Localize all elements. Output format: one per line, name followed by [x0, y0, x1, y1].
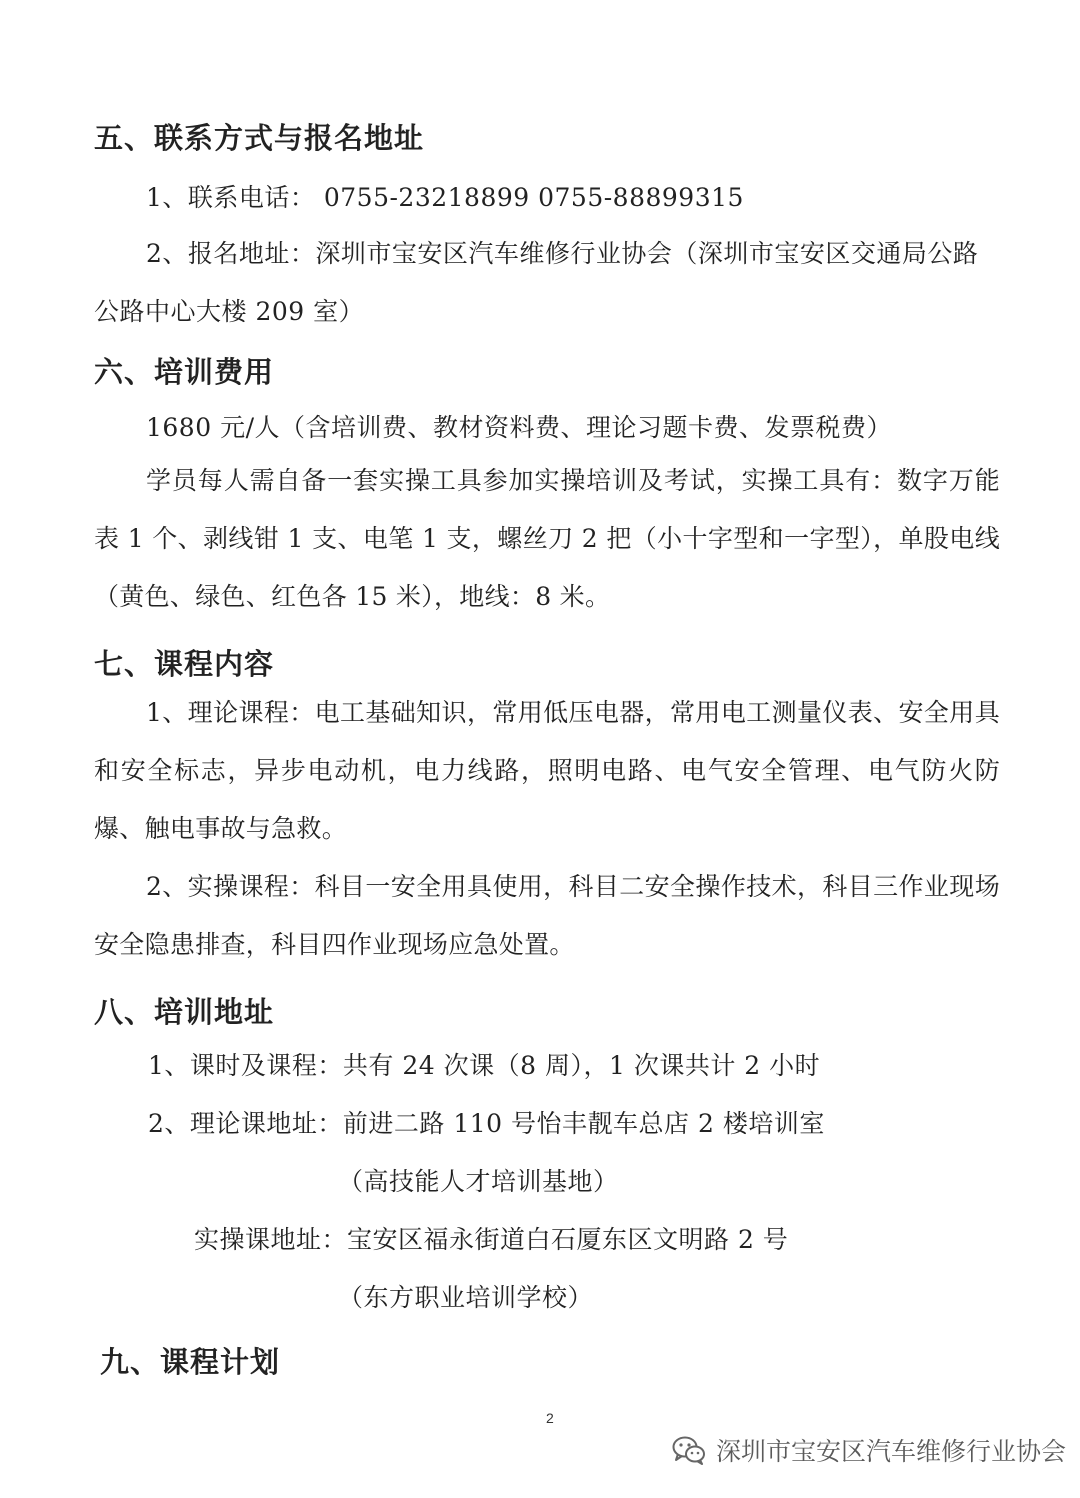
- theory-course-description: 1、理论课程：电工基础知识，常用低压电器，常用电工测量仪表、安全用具和安全标志，异步电动机，电力线路，照明电路、电气安全管理、电气防火防爆、触电事故与急救。: [94, 698, 1000, 843]
- section-heading-course-plan: 九、课程计划: [100, 1345, 281, 1379]
- contact-phone: 1、联系电话： 0755-23218899 0755-88899315: [146, 183, 744, 212]
- page-number: 2: [546, 1410, 554, 1426]
- tools-requirement: 学员每人需自备一套实操工具参加实操培训及考试，实操工具有：数字万能表 1 个、剥线钳 1 支、电笔 1 支，螺丝刀 2 把（小十字型和一字型），单股电线（黄色、绿色、红色各 15 米），地线：8 米。: [94, 466, 1000, 611]
- section-heading-course-content: 七、课程内容: [94, 647, 275, 681]
- practical-course-description: 2、实操课程：科目一安全用具使用，科目二安全操作技术，科目三作业现场安全隐患排查，科目四作业现场应急处置。: [94, 872, 1000, 959]
- practical-class-address-note: （东方职业培训学校）: [338, 1283, 594, 1312]
- registration-address-line2: 公路中心大楼 209 室）: [94, 297, 365, 326]
- theory-class-address-note: （高技能人才培训基地）: [338, 1167, 619, 1196]
- fee-amount: 1680 元/人（含培训费、教材资料费、理论习题卡费、发票税费）: [146, 413, 892, 442]
- section-heading-contact: 五、联系方式与报名地址: [94, 121, 425, 155]
- watermark-text: 深圳市宝安区汽车维修行业协会: [715, 1437, 1066, 1466]
- wechat-watermark: [672, 1428, 1066, 1472]
- registration-address-line1: 2、报名地址：深圳市宝安区汽车维修行业协会（深圳市宝安区交通局公路: [146, 239, 979, 268]
- section-heading-training-address: 八、培训地址: [94, 995, 275, 1029]
- theory-class-address: 2、理论课地址：前进二路 110 号怡丰靓车总店 2 楼培训室: [148, 1109, 825, 1138]
- practical-class-address: 实操课地址：宝安区福永街道白石厦东区文明路 2 号: [194, 1225, 789, 1254]
- course-hours: 1、课时及课程：共有 24 次课（8 周），1 次课共计 2 小时: [148, 1051, 821, 1080]
- wechat-icon: [672, 1435, 706, 1465]
- section-heading-fees: 六、培训费用: [94, 355, 275, 389]
